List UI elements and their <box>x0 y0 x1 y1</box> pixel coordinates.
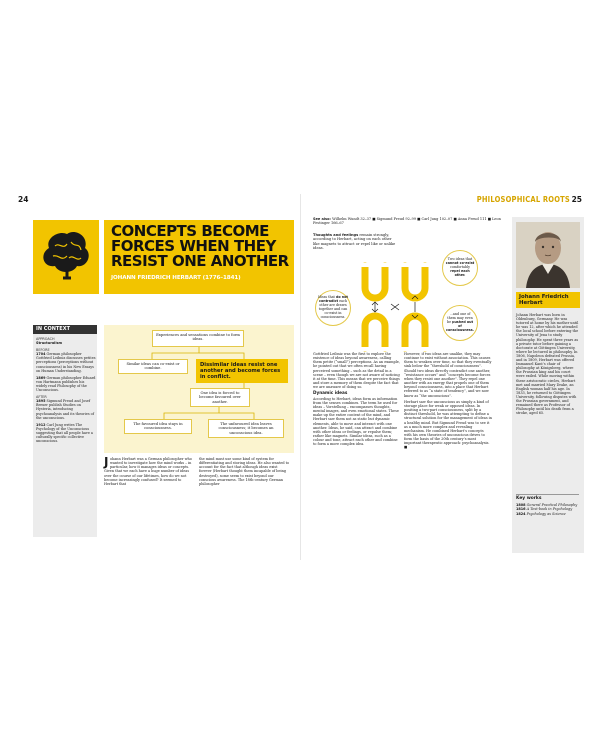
approach-value: Structuralism <box>36 341 63 346</box>
in-context-heading: IN CONTEXT <box>33 325 97 334</box>
in-context-sidebar <box>33 325 97 537</box>
in-context-body <box>36 337 96 446</box>
right-page-number: 25 <box>571 195 582 204</box>
caption-lead: Thoughts and feelings <box>313 233 359 237</box>
caption-text: remain strongly, according to Herbart, acting on each other like magnets to attract or repel like or unlike ideas. <box>313 233 396 250</box>
see-also-label: See also: <box>313 217 331 221</box>
key-work-item: 1816 A Text-book in Psychology <box>516 507 573 512</box>
magnet-icon <box>365 266 385 298</box>
bio-text: Johann Herbart was born in Oldenburg, Germany. He was tutored at home by his mother until he was 12, after which he attended the local school before entering the University of Jena to study philosophy. He spent three years as a private tutor before gaining a doctorate at Göttingen University, where he lectured in philosophy. In 1806, Napoleon defeated Prussia, and in 1809, Herbart was offered Immanuel Kant’s chair of philosophy at Königsberg, where the Prussian king and his court were exiled. While moving within these aristocratic circles, Herbart met and married Mary Drake, an English woman half his age. In 1833, he returned to Göttingen University, following disputes with the Prussian government, and remained there as Professor of Philosophy until his death from a stroke, aged 65. <box>516 313 579 416</box>
context-text: German philosopher Gottfried Leibniz discusses petites perceptions (perceptions without consciousness) in his New Essays on Human Understanding. <box>36 352 96 373</box>
context-text: German philosopher Eduard von Hartmann publishes his widely read Philosophy of the Unconscious. <box>36 375 96 393</box>
body-paragraph: Herbart saw the unconscious as simply a kind of storage place for weak or opposed ideas. In positing a two-part consciousness, split by a distinct threshold, he was attempting to define a structural solution for the management of ideas in a healthy mind. But Sigmund Freud was to see it as a much more complex and revealing mechanism. He combined Herbart’s concepts with his own theories of unconscious drives to form the basis of the 20th century’s most important therapeutic approach: psychoanalysis. ■ <box>404 399 492 450</box>
context-item <box>36 376 96 392</box>
section-heading: Dynamic ideas <box>313 390 348 396</box>
body-text: ohann Herbart was a German philosopher who wanted to investigate how the mind works – in particular, how it manages ideas or concepts. Given that we each have a huge number of ideas over the course of our lifetimes, how do we not become increasingly confused? It seemed to Herbart that <box>104 457 192 486</box>
body-column-left-1 <box>104 457 195 488</box>
bubble-text: Two ideas that cannot co-exist comfortably repel each other. <box>445 257 475 277</box>
bio-name: Johann Friedrich Herbart <box>516 292 580 308</box>
context-item <box>36 399 96 419</box>
flow-node-one-idea: One idea is forced to become favoured over another. <box>190 388 250 407</box>
bubble-text: Ideas that do not contradict each other are drawn together and can co-exist in consciousness. <box>318 295 348 319</box>
page-subtitle: JOHANN FRIEDRICH HERBART (1776–1841) <box>111 275 241 281</box>
context-year: 1912 <box>36 422 46 427</box>
brain-icon <box>33 220 99 294</box>
context-text: Sigmund Freud and Josef Breuer publish Studies on Hysteria, introducing psychoanalysis and its theories of the unconscious. <box>36 399 94 420</box>
key-work-item: 1808 General Practical Philosophy <box>516 503 578 508</box>
left-page-number: 24 <box>18 195 29 204</box>
bubble-repel <box>442 250 478 286</box>
body-paragraph: According to Herbart, ideas form as information from the senses combines. The term he used for ideas – Vorstellung – encompasses thoughts, mental images, and even emotional states. These make up the entire content of the mind, and Herbart saw them not as static but dynamic elements, able to move and interact with one another. Ideas, he said, can attract and combine with other ideas or feelings, or repulse them; rather like magnets. Similar ideas, such as a colour and tone, attract each other and combine to form a more complex idea. <box>313 396 399 447</box>
before-label: BEFORE <box>36 348 50 353</box>
magnet-icon <box>405 266 425 298</box>
bubble-pushed-out <box>442 305 478 341</box>
bubble-attract <box>315 290 351 326</box>
body-paragraph: However, if two ideas are unalike, they may continue to exist without association. This causes them to weaken over time, so that they eventually sink below the “threshold of consciousness”. Should two ideas directly contradict one another, “resistance occurs” and “concepts become forces when they resist one another”. They repel one another with an energy that propels one of them beyond consciousness, into a place that Herbart referred to as “a state of tendency”, and we now know as “the unconscious”. <box>404 352 492 398</box>
see-also <box>313 217 503 225</box>
magnet-icon <box>405 316 425 348</box>
approach-label: APPROACH <box>36 337 55 341</box>
body-paragraph: the mind must use some kind of system for differentiating and storing ideas. He also wanted to account for the fact that although ideas exist forever (Herbart thought them incapable of being destroyed), some seem to exist beyond our conscious awareness. The 18th-century German philosopher <box>199 457 290 486</box>
context-item <box>36 423 96 443</box>
running-head: PHILOSOPHICAL ROOTS <box>476 195 570 204</box>
key-works <box>516 494 579 516</box>
after-label: AFTER <box>36 395 47 400</box>
key-work-item: 1824 Psychology as Science <box>516 511 566 516</box>
body-paragraph <box>104 457 195 486</box>
brain-panel <box>33 220 99 294</box>
context-item <box>36 352 96 372</box>
body-column-left-2 <box>199 457 290 488</box>
book-spread <box>16 194 584 560</box>
page-title: CONCEPTS BECOME FORCES WHEN THEY RESIST ONE ANOTHER <box>111 222 289 270</box>
body-column-right-2 <box>404 352 492 452</box>
context-year: 1869 <box>36 375 46 380</box>
context-year: 1895 <box>36 399 46 404</box>
flow-node-unfavoured: The unfavoured idea leaves consciousness; it becomes an unconscious idea. <box>208 419 284 438</box>
cross-arrows-icon <box>391 304 399 310</box>
flow-node-favoured: The favoured idea stays in consciousness. <box>124 419 192 434</box>
bubble-text: …and one of them may even be pushed out of consciousness. <box>446 312 474 332</box>
context-text: Carl Jung writes The Psychology of the Unconscious suggesting that all people have a culturally specific collective unconscious. <box>36 422 93 444</box>
gutter <box>300 194 301 560</box>
body-paragraph: Gottfried Leibniz was the first to explore the existence of ideas beyond awareness, calling them petite (“small”) perceptions. As an example, he pointed out that we often recall having perceived something – such as the detail in a scene – even though we are not aware of noticing it at the time. This means that we perceive things and store a memory of them despite the fact that we are unaware of doing so. <box>313 352 400 390</box>
see-also-text: Wilhelm Wundt 32–37 ■ Sigmund Freud 92–99 ■ Carl Jung 102–07 ■ Anna Freud 111 ■ Leon Festinger 166–67 <box>313 217 501 226</box>
portrait-illustration <box>516 222 580 288</box>
magnet-icon <box>365 316 385 348</box>
magnet-diagram <box>355 258 435 356</box>
flow-node-similar: Similar ideas can co-exist or combine. <box>118 359 188 374</box>
drop-cap: J <box>104 455 109 469</box>
flow-node-dissimilar: Dissimilar ideas resist one another and become forces in conflict. <box>196 359 288 383</box>
flow-node-top: Experiences and sensations combine to form ideas. <box>152 330 244 347</box>
diagram-caption <box>313 233 399 250</box>
key-works-heading: Key works <box>516 494 579 501</box>
context-year: 1704 <box>36 352 46 357</box>
body-column-right-1 <box>313 352 401 448</box>
